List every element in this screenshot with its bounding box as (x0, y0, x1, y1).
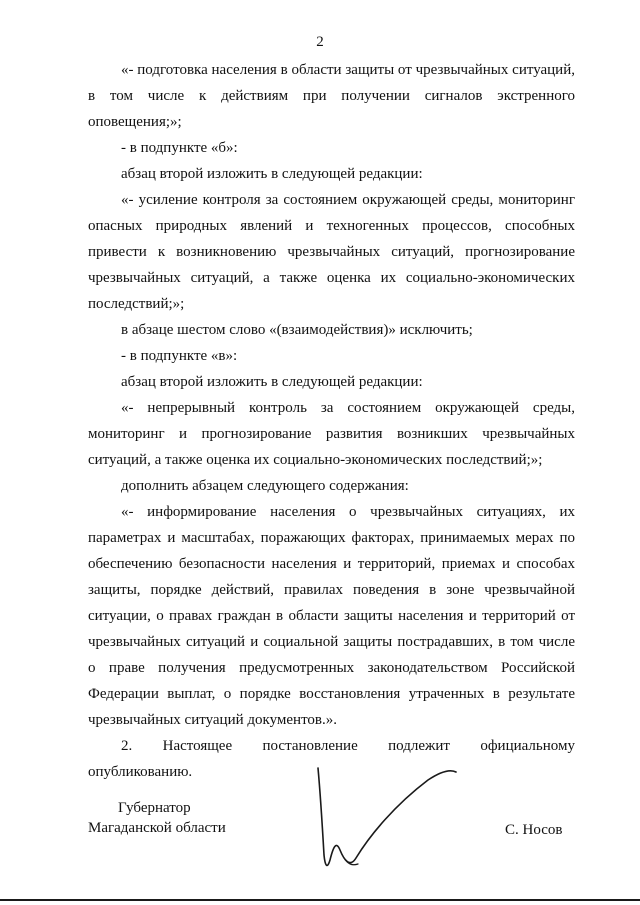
scan-bottom-edge (0, 899, 640, 901)
signatory-title-line1: Губернатор (118, 800, 191, 816)
paragraph-amendment-c: «- непрерывный контроль за состоянием окружающей среды, мониторинг и прогнозирование развития возникших чрезвычайных ситуаций, а также оценка их социально-экономических последствий;»; (88, 400, 575, 468)
paragraph-amendment-b: «- усиление контроля за состоянием окружающей среды, мониторинг опасных природных явлений и техногенных процессов, способных привести к возникновению чрезвычайных ситуаций, прогнозирование чрезвычайных ситуаций, а также оценка их социально-экономических последствий;»; (88, 192, 575, 312)
paragraph-subclause-b: - в подпункте «б»: (121, 140, 238, 156)
paragraph-addition-instruction: дополнить абзацем следующего содержания: (121, 478, 409, 494)
signatory-name: С. Носов (505, 822, 563, 838)
paragraph-exclusion-b: в абзаце шестом слово «(взаимодействия)» исключить; (121, 322, 473, 338)
paragraph-subclause-c: - в подпункте «в»: (121, 348, 238, 364)
signatory-title-line2: Магаданской области (88, 820, 226, 836)
handwritten-signature (300, 760, 470, 880)
paragraph-instruction-c: абзац второй изложить в следующей редакции: (121, 374, 423, 390)
paragraph-amendment-addition: «- информирование населения о чрезвычайных ситуациях, их параметрах и масштабах, поражающих факторах, принимаемых мерах по обеспечению безопасности населения и территорий, приемах и способах защиты, порядке действий, правилах поведения в зоне чрезвычайной ситуации, о правах граждан в области защиты населения и территорий от чрезвычайных ситуаций и социальной защиты пострадавших, в том числе о праве получения предусмотренных законодательством Российской Федерации выплат, о порядке восстановления утраченных в результате чрезвычайных ситуаций документов.». (88, 504, 575, 728)
signatory-title (88, 798, 248, 838)
page-number: 2 (316, 34, 324, 50)
paragraph-publication-clause: 2. Настоящее постановление подлежит официальному опубликованию. (88, 738, 575, 780)
paragraph-instruction-b: абзац второй изложить в следующей редакции: (121, 166, 423, 182)
document-body (88, 57, 575, 785)
paragraph-amendment-a: «- подготовка населения в области защиты от чрезвычайных ситуаций, в том числе к действиям при получении сигналов экстренного оповещения;»; (88, 62, 575, 130)
